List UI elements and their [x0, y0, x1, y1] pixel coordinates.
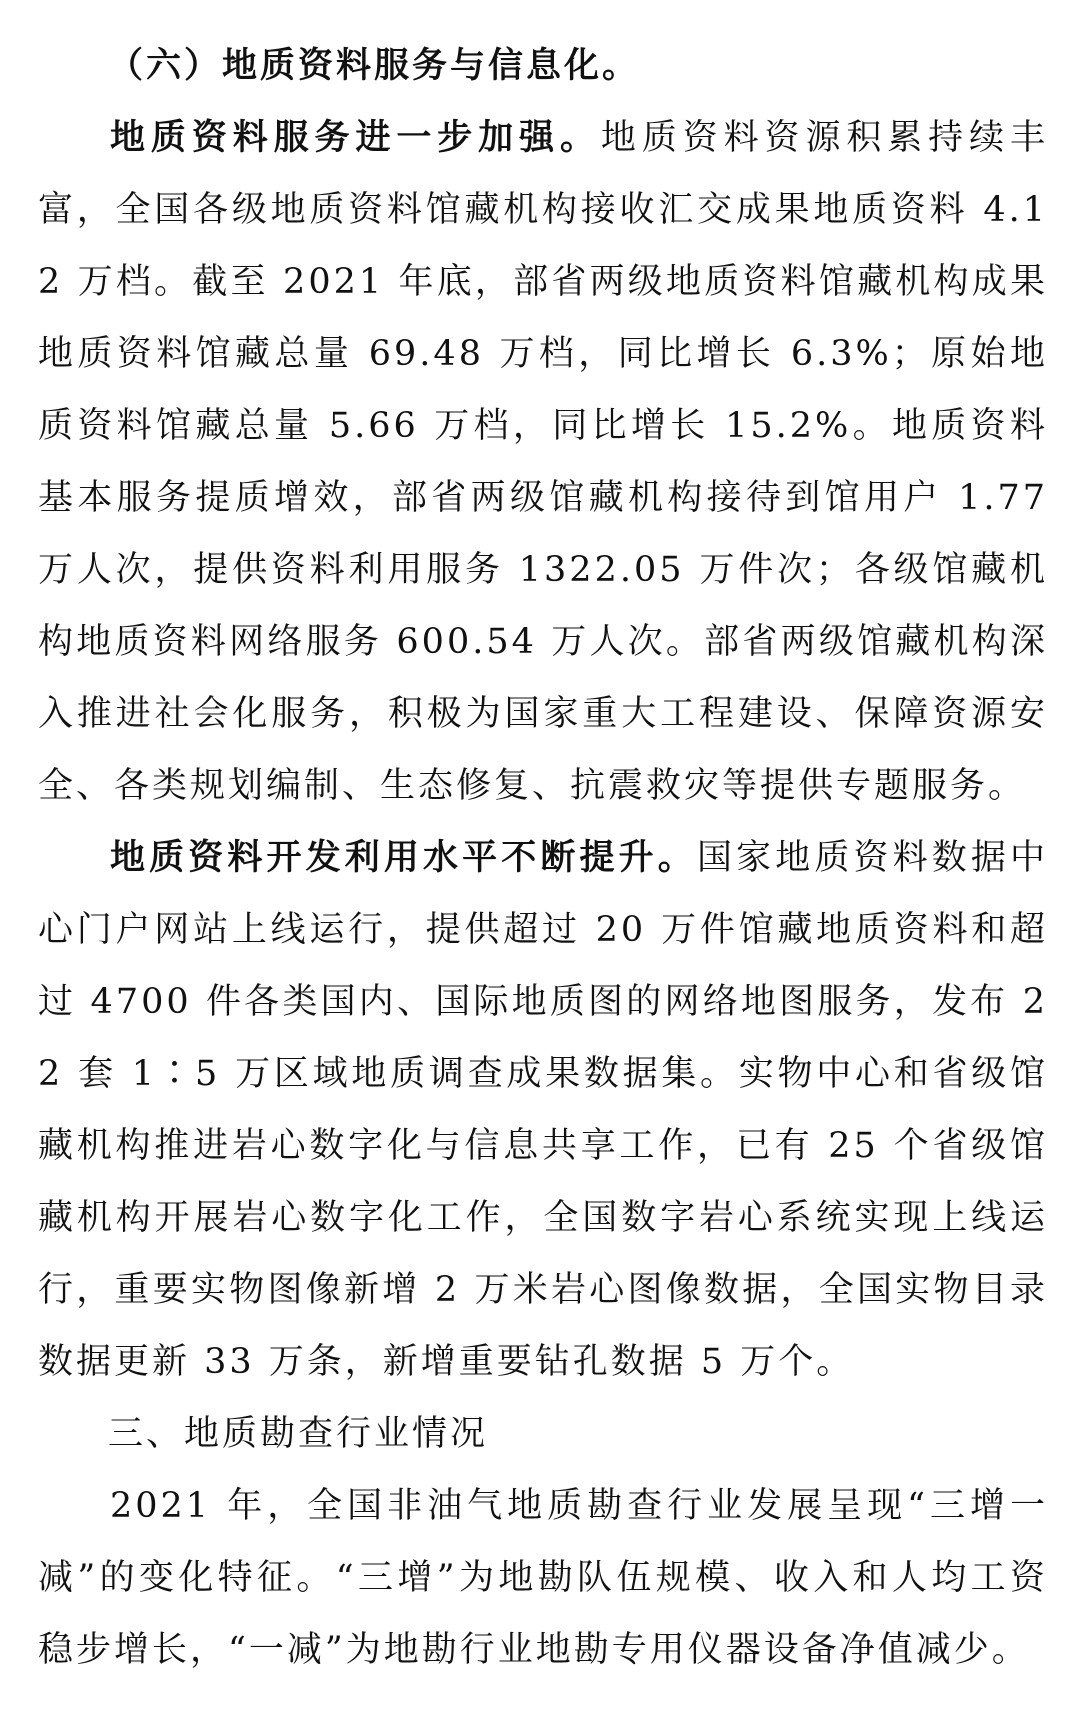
paragraph-lead-development: 地质资料开发利用水平不断提升。: [110, 838, 697, 878]
paragraph-industry-overview: 2021 年，全国非油气地质勘查行业发展呈现“三增一减”的变化特征。“三增”为地勘队伍规模、收入和人均工资稳步增长，“一减”为地勘行业地勘专用仪器设备净值减少。: [38, 1486, 1048, 1670]
paragraph-body-development: 国家地质资料数据中心门户网站上线运行，提供超过 20 万件馆藏地质资料和超过 4700 件各类国内、国际地质图的网络地图服务，发布 22 套 1∶5 万区域地质调查成果数据集。实物中心和省级馆藏机构推进岩心数字化与信息共享工作，已有 25 个省级馆藏机构开展岩心数字化工作，全国数字岩心系统实现上线运行，重要实物图像新增 2 万米岩心图像数据，全国实物目录数据更新 33 万条，新增重要钻孔数据 5 万个。: [38, 838, 1048, 1382]
paragraph-geological-data-service: [38, 102, 1048, 822]
section-heading: （六）地质资料服务与信息化。: [108, 46, 641, 86]
paragraph-body-service: 地质资料资源积累持续丰富，全国各级地质资料馆藏机构接收汇交成果地质资料 4.12 万档。截至 2021 年底，部省两级地质资料馆藏机构成果地质资料馆藏总量 69.48 万档，同比增长 6.3%；原始地质资料馆藏总量 5.66 万档，同比增长 15.2%。地质资料基本服务提质增效，部省两级馆藏机构接待到馆用户 1.77 万人次，提供资料利用服务 1322.05 万件次；各级馆藏机构地质资料网络服务 600.54 万人次。部省两级馆藏机构深入推进社会化服务，积极为国家重大工程建设、保障资源安全、各类规划编制、生态修复、抗震救灾等提供专题服务。: [38, 118, 1048, 806]
paragraph-lead-service: 地质资料服务进一步加强。: [110, 118, 601, 158]
paragraph-development-utilization: [38, 822, 1048, 1398]
document-page: [38, 30, 1048, 1686]
chapter-heading: 三、地质勘查行业情况: [108, 1414, 489, 1454]
